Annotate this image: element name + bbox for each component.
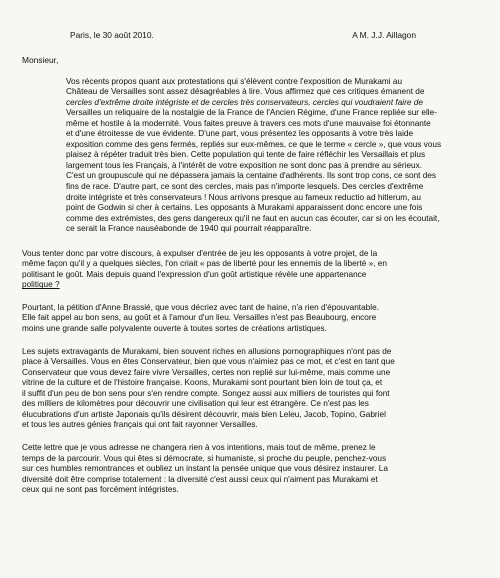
letter-header [22,30,474,41]
text-line: même et hostile à la modernité. Vous faites preuve à travers ces mots d'une mauvaise foi étonnante [66,118,431,128]
text-line: Vous tenter donc par votre discours, à expulser d'entrée de jeu les opposants à votre projet, de la [22,248,378,258]
text-line: comme des extrémistes, des gens dangereux qu'il ne faut en aucun cas écouter, car si on les écoutait, [66,213,440,223]
text-line: droite intégriste et très conservateurs ! Nous arrivons presque au fameux reductio ad hitlerum, au [66,192,421,202]
text-line: Cette lettre que je vous adresse ne changera rien à vos intentions, mais tout de même, prenez le [22,442,376,452]
text-line: ce serait la France nauséabonde de 1940 qui pourrait réapparaître. [66,224,312,234]
text-line: Les sujets extravagants de Murakami, bien souvent riches en allusions pornographiques n'ont pas de [22,346,392,356]
paragraph-4 [22,347,474,431]
text-line: sur ces humbles remontrances et oubliez un instant la pensée unique que vous désirez instaurer. La [22,464,388,474]
text-line: il suffit d'un peu de bon sens pour s'en rendre compte. Songez aussi aux milliers de touristes qui font [22,388,390,398]
text-line: et d'une étroitesse de vue évidente. D'une part, vous présentez les opposants à votre très laide [66,129,414,139]
text-line: Elle fait appel au bon sens, au goût et à l'amour d'un lieu. Versailles n'est pas Beaubourg, encore [22,313,377,323]
text-line: diversité doit être comprise totalement : la diversité c'est aussi ceux qui n'aiment pas Murakami et [22,474,378,484]
text-line: fins de race. D'autre part, ce sont des cercles, mais pas n'importe lesquels. Des cercles d'extrême [66,182,424,192]
text-line: des milliers de kilomètres pour découvrir une civilisation qui leur est étrangère. Ce n'est pas les [22,399,369,409]
place-date: Paris, le 30 août 2010. [70,30,154,40]
text-line: moins une grande salle polyvalente ouverte à toutes sortes de créations artistiques. [22,324,327,334]
text-line: cercles d'extrême droite intégriste et de cercles très conservateurs, cercles qui voudraient faire de [66,97,423,107]
text-line: Versailles un reliquaire de la nostalgie de la France de l'Ancien Régime, d'une France repliée sur elle- [66,108,437,118]
text-line: point de Godwin si cher à certains. Les opposants à Murakami apparaissent donc encore une fois [66,203,423,213]
paragraph-3 [22,303,474,335]
text-line: largement tous les Français, à l'intérêt de votre exposition ne sont donc pas à prendre au sérieux. [66,160,423,170]
text-line: ceux qui ne sont pas forcément intégristes. [22,485,179,495]
greeting: Monsieur, [22,55,59,65]
text-line: Conservateur que vous devez faire vivre Versailles, certes non replié sur lui-même, mais comme une [22,367,391,377]
text-line: politisant le goût. Mais depuis quand l'expression d'un goût artistique révèle une appartenance [22,269,367,279]
text-line: Château de Versailles sont assez désagréables à lire. Vous affirmez que ces critiques émanent de [66,87,425,97]
text-line: C'est un groupuscule qui ne dépassera jamais la centaine d'adhérents. Ils sont trop cons, ce sont des [66,171,437,181]
text-line: exposition comme des gens fermés, repliés sur eux-mêmes, ce que le terme « cercle », que vous vous [66,139,442,149]
text-line: même façon qu'il y a quelques siècles, l'on criait « pas de liberté pour les ennemis de la liberté », en [22,259,387,269]
paragraph-1 [22,77,474,235]
text-line: vitrine de la culture et de l'histoire française. Koons, Murakami sont pourtant bien loin de tout ça, et [22,378,383,388]
text-line: élucubrations d'un artiste Japonais qu'ils désirent découvrir, mais bien Leleu, Jacob, Topino, Gabriel [22,409,386,419]
text-line: et tous les autres génies français qui ont fait rayonner Versailles. [22,420,258,430]
paragraph-5 [22,443,474,496]
paragraph-2 [22,249,474,291]
text-line: plaisez à répéter traduit très bien. Cette population qui tente de faire réfléchir les Versaillais et plus [66,150,426,160]
text-line: Pourtant, la pétition d'Anne Brassié, que vous décriez avec tant de haine, n'a rien d'épouvantable. [22,302,379,312]
text-line: temps de la parcourir. Vous qui êtes si démocrate, si humaniste, si proche du peuple, penchez-vous [22,453,387,463]
text-line: Vos récents propos quant aux protestations qui s'élèvent contre l'exposition de Murakami au [66,76,403,86]
text-line: place à Versailles. Vous en êtes Conservateur, bien que vous n'aimiez pas ce mot, et c'est en tant que [22,357,395,367]
text-line: politique ? [22,280,60,290]
recipient: A M. J.J. Aillagon [352,30,416,40]
